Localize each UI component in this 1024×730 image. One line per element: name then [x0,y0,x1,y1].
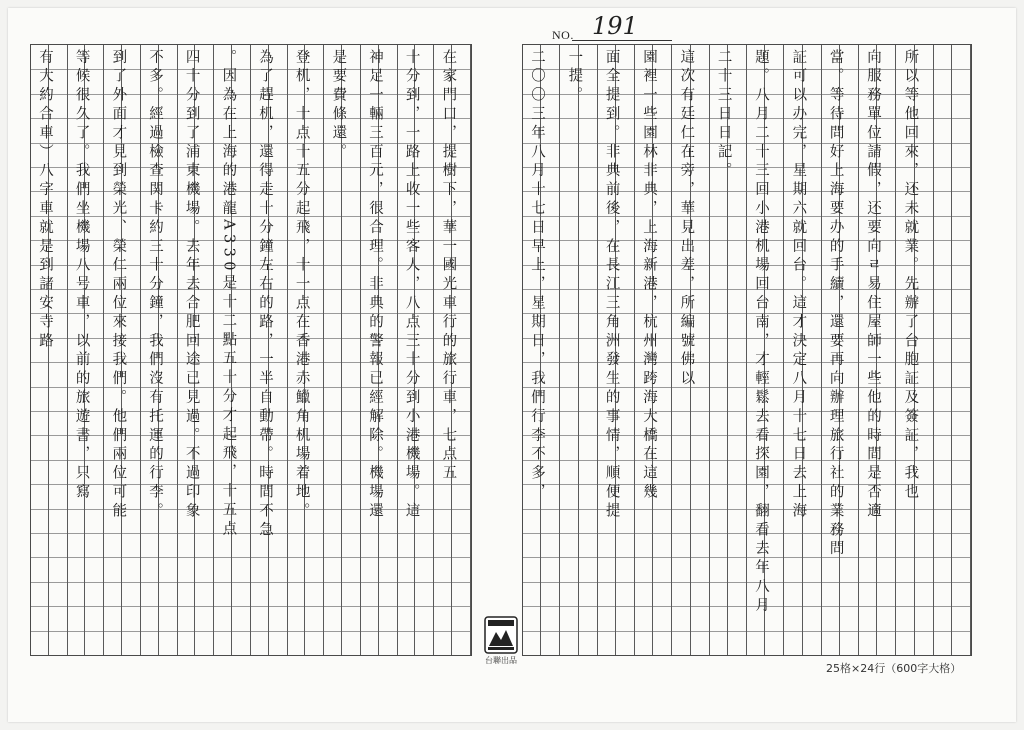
page-number-label: NO. [552,28,574,42]
right-column-7: 題。八月二十三回小港机場回台南，才輕鬆去看探園，翻看去年八月 [753,49,769,616]
grid-ruby-column [578,45,598,655]
grid-ruby-column [951,45,971,655]
left-page-grid [30,44,472,656]
left-column-10: 神足一輛三百元，很合理。非典的警報已經解除。機場還 [367,49,383,522]
publisher-name: 台聯出品 [485,656,517,665]
left-column-12: 在家門口，提樹下，華一國光車行的旅行車，七点五 [440,49,457,484]
right-column-4: 園裡一些園林非典，上海新港，杭州灣跨海大橋在這幾 [641,49,657,503]
paper-grid-spec: 25格×24行（600字大格） [826,662,962,675]
left-column-3: 到了外面才見到榮光、榮仁兩位來接我們。他們兩位可能 [110,49,127,522]
left-column-7: 為了趕机，還得走十分鐘左右的路，一半自動帶。時間不急 [257,49,273,541]
right-column-9: 當。等待問好上海要办的手續，還要再向辦理旅行社的業務問 [827,49,844,560]
left-column-2: 等候很久了。我們坐機場八号車，以前的旅遊書，只寫 [73,49,90,503]
page-number: 191 [592,12,638,40]
right-column-3: 面全提到。非典前後，在長江三角洲發生的事情，順便提 [603,49,620,522]
left-column-11: 十分到，一路上收一些客人，八点三十分到小港機場。這 [403,49,420,522]
page-number-underline [572,40,672,41]
right-column-5: 這次有廷仁在旁，華見出差，所編號佛以 [678,49,695,390]
right-column-6: 二十三日日記。 [715,49,732,182]
left-column-5: 四十分到了浦東機場。去年去合肥回途已見過。不過印象 [183,49,200,522]
left-column-4: 不多。經過檢查関卡約三十分鐘，我們沒有托運的行李。 [147,49,163,522]
right-column-8: 証可以办完，星期六就回台。這才決定八月十七日去上海 [790,49,807,522]
left-column-9: 是要費條還。 [330,49,347,163]
right-page-grid [522,44,972,656]
right-column-10: 向服務單位請假，还要向ㄹ易住屋師一些他的時間是否適 [865,49,881,522]
right-column-2: 一提。 [566,49,583,106]
left-column-6: 。因為在上海的港龍A330是十二點五十分才起飛，十五点 [220,49,237,540]
left-column-1: 有大約合車）八字車就是到諸安寺路 [37,49,53,352]
right-column-1: 二〇〇三年八月十七日早上，星期日，我們行李不多， [529,49,545,503]
publisher-logo-icon [484,616,518,654]
right-column-11: 所以等他回來，还未就業。先辦了台胞証及簽証，我也 [902,49,919,503]
left-column-8: 登机，十点十五分起飛，十一点在香港赤鱲角机場着地。 [293,49,310,522]
